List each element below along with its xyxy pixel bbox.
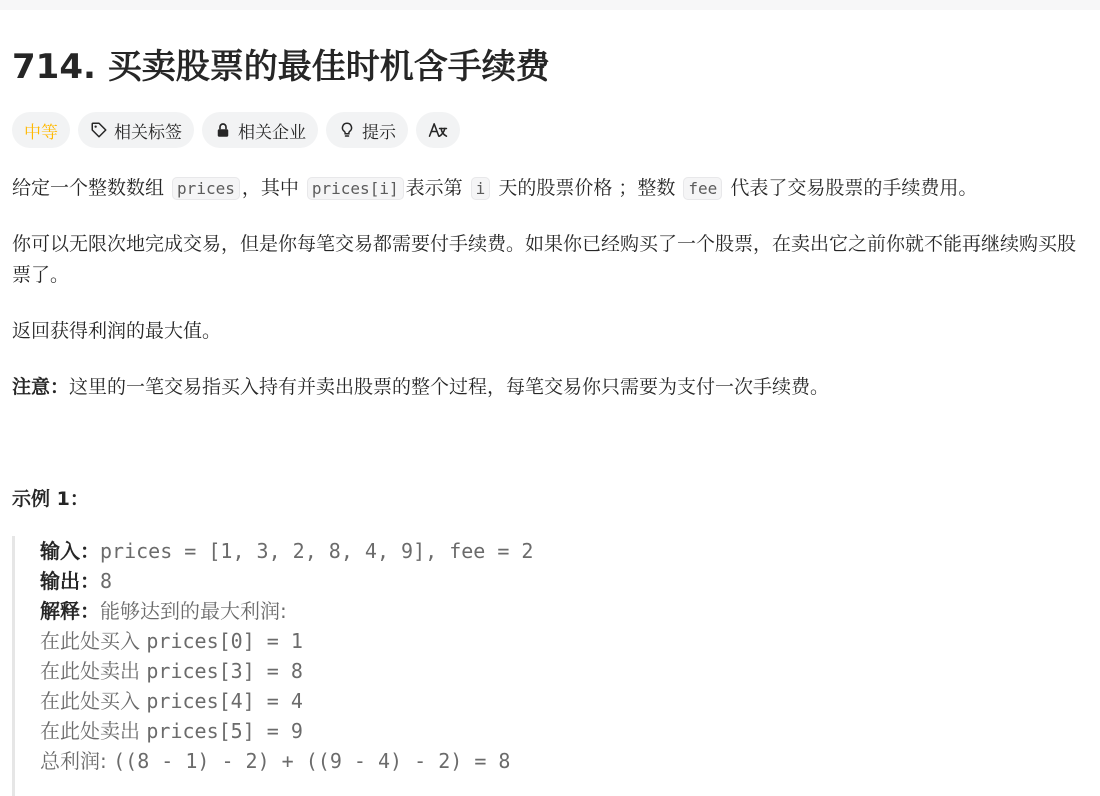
example-total-line: [40, 746, 1088, 776]
example-step-line: [40, 686, 1088, 716]
code-prices-i: prices[i]: [307, 177, 404, 200]
lock-icon: [214, 121, 232, 139]
example-block: [12, 536, 1088, 796]
difficulty-label: 中等: [24, 122, 58, 143]
desc-text: 表示第: [405, 177, 469, 199]
step-code: prices[4] = 4: [146, 689, 303, 713]
total-label: 总利润:: [40, 749, 114, 773]
example-explain-line: [40, 596, 1088, 626]
step-text: 在此处买入: [40, 629, 147, 653]
input-value: prices = [1, 3, 2, 8, 4, 9], fee = 2: [100, 539, 534, 563]
example-title: 示例 1：: [12, 488, 89, 510]
companies-tag-button[interactable]: [202, 112, 318, 148]
problem-title: 714. 买卖股票的最佳时机含手续费: [12, 47, 550, 87]
step-code: prices[3] = 8: [146, 659, 303, 683]
translate-icon: [428, 121, 448, 139]
top-bar: [0, 0, 1100, 10]
step-text: 在此处卖出: [40, 659, 147, 683]
total-expr: ((8 - 1) - 2) + ((9 - 4) - 2) = 8: [113, 749, 511, 773]
topics-tag-button[interactable]: [78, 112, 194, 148]
description-paragraph-2: 你可以无限次地完成交易，但是你每笔交易都需要付手续费。如果你已经购买了一个股票，在卖出它之前你就不能再继续购买股票了。: [12, 233, 1077, 286]
description-paragraph-1: [12, 173, 1088, 204]
desc-text: ，其中: [241, 177, 305, 199]
desc-text: 给定一个整数数组: [12, 177, 171, 199]
output-value: 8: [100, 569, 113, 593]
difficulty-badge: [12, 112, 70, 148]
step-text: 在此处买入: [40, 689, 147, 713]
example-step-line: [40, 656, 1088, 686]
step-code: prices[5] = 9: [146, 719, 303, 743]
explain-label: 解释：: [40, 599, 100, 623]
problem-tags: [12, 112, 460, 148]
example-output-line: [40, 566, 1088, 596]
code-i: i: [471, 177, 491, 200]
input-label: 输入：: [40, 539, 100, 563]
note-paragraph: [12, 372, 1088, 403]
output-label: 输出：: [40, 569, 100, 593]
example-step-line: [40, 626, 1088, 656]
note-text: 这里的一笔交易指买入持有并卖出股票的整个过程，每笔交易你只需要为支付一次手续费。: [69, 376, 830, 398]
lightbulb-icon: [338, 121, 356, 139]
desc-text: 天的股票价格 ；整数: [492, 177, 682, 199]
step-code: prices[0] = 1: [146, 629, 303, 653]
explain-value: 能够达到的最大利润:: [100, 599, 287, 623]
hint-tag-label: 提示: [362, 122, 396, 143]
step-text: 在此处卖出: [40, 719, 147, 743]
note-label: 注意：: [12, 376, 70, 398]
desc-text: 代表了交易股票的手续费用。: [724, 177, 978, 199]
code-fee: fee: [683, 177, 722, 200]
topics-tag-label: 相关标签: [114, 122, 182, 143]
example-input-line: [40, 536, 1088, 566]
hint-tag-button[interactable]: [326, 112, 408, 148]
example-step-line: [40, 716, 1088, 746]
description-paragraph-3: 返回获得利润的最大值。: [12, 320, 222, 342]
tag-icon: [90, 121, 108, 139]
code-prices: prices: [172, 177, 240, 200]
translate-button[interactable]: [416, 112, 460, 148]
companies-tag-label: 相关企业: [238, 122, 306, 143]
